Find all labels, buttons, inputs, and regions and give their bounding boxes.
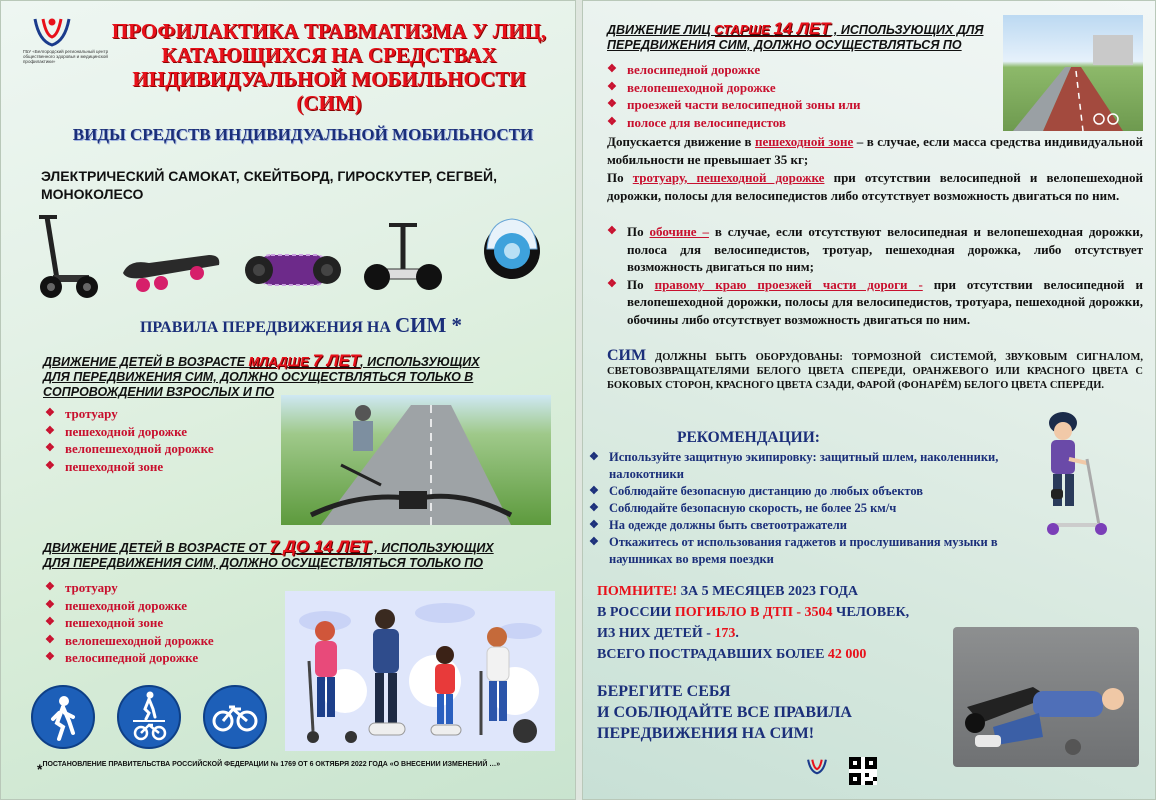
sim-equipment-paragraph: [607, 349, 1143, 393]
closing-line: БЕРЕГИТЕ СЕБЯ: [597, 683, 731, 700]
pedestrian-path-sign: [31, 685, 95, 749]
deaths-count: ПОГИБЛО В ДТП - 3504: [674, 605, 833, 620]
child-scooter-illustration: [281, 395, 551, 525]
devices-heading: ВИДЫ СРЕДСТВ ИНДИВИДУАЛЬНОЙ МОБИЛЬНОСТИ: [72, 125, 534, 144]
statistics-block: [597, 581, 977, 665]
pedestrian-icon: [33, 687, 93, 747]
list-item: ❖ велопешеходной дорожке: [43, 632, 283, 650]
stats-line-1: [597, 581, 977, 602]
remember-label: ПОМНИТЕ!: [597, 584, 678, 599]
over-14-list: [605, 61, 925, 131]
list-item: ❖ Соблюдайте безопасную скорость, не более 25 км/ч: [587, 500, 1057, 517]
list-item: ❖ велосипедной дорожке: [43, 649, 283, 667]
family-scooters-illustration: [285, 591, 555, 751]
children-deaths-count: 173: [714, 626, 736, 641]
child-scooter-photo: [281, 395, 551, 525]
p2-highlight: тротуару, пешеходной дорожке: [632, 170, 825, 185]
right-panel: [582, 0, 1156, 800]
under-7-list: [43, 405, 283, 475]
list-item: ❖ тротуару: [43, 579, 283, 597]
recommendations-list: [587, 449, 1057, 568]
list-item: ❖ пешеходной дорожке: [43, 597, 283, 615]
accident-drawing: [953, 627, 1139, 767]
accident-photo: [953, 627, 1139, 767]
list-item: ❖ Используйте защитную экипировку: защитный шлем, наколенники, налокотники: [587, 449, 1057, 483]
electric-scooter-image: [35, 209, 101, 301]
poster-title: ПРОФИЛАКТИКА ТРАВМАТИЗМА У ЛИЦ, КАТАЮЩИХСЯ НА СРЕДСТВАХ ИНДИВИДУАЛЬНОЙ МОБИЛЬНОСТИ (СИМ): [111, 19, 547, 115]
p3-text: По: [627, 224, 650, 239]
list-item: ❖ пешеходной дорожке: [43, 423, 283, 441]
sidewalk-paragraph: [607, 169, 1143, 204]
p4-highlight: правому краю проезжей части дороги -: [654, 276, 923, 292]
list-item: ❖ велосипедной дорожке: [605, 61, 925, 79]
list-item: ❖ Соблюдайте безопасную дистанцию до любых объектов: [587, 483, 1057, 500]
list-item: ❖ проезжей части велосипедной зоны или: [605, 96, 925, 114]
left-panel: [0, 0, 576, 800]
small-organization-logo: [805, 757, 829, 775]
list-item: ❖ пешеходной зоне: [43, 458, 283, 476]
stats-period: ЗА 5 МЕСЯЦЕВ 2023 ГОДА: [677, 584, 858, 599]
over-14-age: 14 ЛЕТ: [773, 19, 831, 38]
closing-line: И СОБЛЮДАЙТЕ ВСЕ ПРАВИЛА: [597, 704, 852, 721]
rules-heading-text: ПРАВИЛА ПЕРЕДВИЖЕНИЯ НА: [139, 319, 395, 336]
p2-text: По: [607, 170, 633, 185]
stats-line-3: [597, 623, 977, 644]
sim-label: СИМ: [607, 347, 647, 364]
closing-line: ПЕРЕДВИЖЕНИЯ НА СИМ!: [597, 725, 815, 742]
over-14-highlight: СТАРШЕ: [713, 22, 774, 37]
monowheel-image: [481, 211, 543, 291]
bike-lane-photo: [1003, 15, 1143, 131]
under-7-highlight: МЛАДШЕ: [248, 354, 313, 369]
list-item: [605, 276, 1143, 329]
bike-lane-drawing: [1003, 15, 1143, 131]
p4-text: По: [627, 276, 655, 292]
p4-rest: при отсутствии велосипедной и велопешеходной дорожки, полосы для велосипедистов, тротуара, пешеходной дорожки, обочины либо отсутствует возможность двигаться по ним.: [627, 276, 1143, 327]
over-14-heading-text: ДВИЖЕНИЕ ЛИЦ: [607, 23, 714, 37]
devices-list: ЭЛЕКТРИЧЕСКИЙ САМОКАТ, СКЕЙТБОРД, ГИРОСКУТЕР, СЕГВЕЙ, МОНОКОЛЕСО: [41, 168, 497, 202]
list-item: [605, 223, 1143, 276]
children-label: ИЗ НИХ ДЕТЕЙ -: [597, 626, 715, 641]
recommendations-heading: РЕКОМЕНДАЦИИ:: [677, 429, 820, 446]
footnote-text: ПОСТАНОВЛЕНИЕ ПРАВИТЕЛЬСТВА РОССИЙСКОЙ ФЕДЕРАЦИИ № 1769 ОТ 6 ОКТЯБРЯ 2022 ГОДА «О ВНЕСЕНИИ ИЗМЕНЕНИЙ …»: [42, 761, 501, 768]
list-item: ❖ велопешеходной дорожке: [43, 440, 283, 458]
under-7-heading-rest: , ИСПОЛЬЗУЮЩИХ ДЛЯ ПЕРЕДВИЖЕНИЯ СИМ, ДОЛЖНО ОСУЩЕСТВЛЯТЬСЯ ТОЛЬКО В СОПРОВОЖДЕНИИ ВЗРОСЛЫХ И ПО: [43, 355, 480, 399]
roadside-list: [605, 223, 1143, 328]
over-14-heading-rest: , ИСПОЛЬЗУЮЩИХ ДЛЯ ПЕРЕДВИЖЕНИЯ СИМ, ДОЛЖНО ОСУЩЕСТВЛЯТЬСЯ ПО: [607, 23, 984, 52]
list-item: ❖ полосе для велосипедистов: [605, 114, 925, 132]
age-7-14-heading: [43, 539, 513, 571]
age-7-14-heading-rest: , ИСПОЛЬЗУЮЩИХ ДЛЯ ПЕРЕДВИЖЕНИЯ СИМ, ДОЛЖНО ОСУЩЕСТВЛЯТЬСЯ ТОЛЬКО ПО: [43, 541, 494, 570]
age-7-14-highlight: 7 ДО 14 ЛЕТ: [269, 537, 371, 556]
injured-label: ВСЕГО ПОСТРАДАВШИХ БОЛЕЕ: [597, 647, 828, 662]
stats-country: В РОССИИ: [597, 605, 675, 620]
under-7-heading-text: ДВИЖЕНИЕ ДЕТЕЙ В ВОЗРАСТЕ: [43, 355, 249, 369]
qr-code[interactable]: [849, 757, 877, 785]
list-item: ❖ тротуару: [43, 405, 283, 423]
organization-name: ГБУ «Белгородский региональный центр общественного здоровья и медицинской профилактики»: [23, 49, 109, 64]
p3-rest: в случае, если отсутствуют велосипедная и велопешеходная дорожки, полоса для велосипедистов, тротуар, пешеходная дорожка, либо отсутствует возможность двигаться по ним;: [627, 224, 1143, 274]
family-scooters-drawing: [285, 591, 555, 751]
p1-text: Допускается движение в: [607, 134, 755, 149]
pedestrian-bicycle-icon: [119, 687, 179, 747]
under-7-age: 7 ЛЕТ: [312, 351, 361, 370]
stats-persons: ЧЕЛОВЕК,: [832, 605, 910, 620]
p2-rest: при отсутствии велосипедной и велопешеходной дорожки, полосы для велосипедистов либо отсутствует возможность двигаться по ним.: [607, 170, 1143, 203]
bicycle-icon: [205, 687, 265, 747]
list-item: ❖ пешеходной зоне: [43, 614, 283, 632]
stats-line-4: [597, 644, 977, 665]
stats-period-dot: .: [735, 626, 739, 641]
bicycle-path-sign: [203, 685, 267, 749]
injured-count: 42 000: [827, 647, 867, 662]
age-7-14-heading-text: ДВИЖЕНИЕ ДЕТЕЙ В ВОЗРАСТЕ ОТ: [43, 541, 270, 555]
sim-equipment-text: ДОЛЖНЫ БЫТЬ ОБОРУДОВАНЫ: ТОРМОЗНОЙ СИСТЕМОЙ, ЗВУКОВЫМ СИГНАЛОМ, СВЕТОВОЗВРАЩАТЕЛЯМИ БЕЛОГО ЦВЕТА СПЕРЕДИ, ОРАНЖЕВОГО ИЛИ КРАСНОГО ЦВЕТА С БОКОВЫХ СТОРОН, КРАСНОГО ЦВЕТА СЗАДИ, ФАРОЙ (ФОНАРЁМ) БЕЛОГО ЦВЕТА СПЕРЕДИ.: [607, 352, 1143, 391]
footnote: [37, 761, 576, 777]
rules-heading-sim: СИМ *: [394, 313, 463, 337]
list-item: ❖ Откажитесь от использования гаджетов и прослушивания музыки в наушниках во время поездки: [587, 534, 1057, 568]
over-14-heading: [607, 21, 1007, 53]
list-item: ❖ На одежде должны быть светоотражатели: [587, 517, 1057, 534]
closing-message: [597, 681, 927, 744]
skateboard-image: [119, 251, 223, 297]
footnote-star: *: [37, 761, 43, 777]
p1-highlight: пешеходной зоне: [754, 134, 854, 149]
p1-rest: – в случае, если масса средства индивидуальной мобильности не превышает 35 кг;: [607, 134, 1143, 167]
age-7-14-list: [43, 579, 283, 667]
list-item: ❖ велопешеходной дорожке: [605, 79, 925, 97]
organization-logo: [29, 15, 75, 47]
stats-line-2: [597, 602, 977, 623]
pedestrian-zone-paragraph: [607, 133, 1143, 168]
segway-image: [363, 215, 443, 295]
rules-heading: [61, 313, 541, 338]
pedestrian-bicycle-path-sign: [117, 685, 181, 749]
p3-highlight: обочине –: [649, 224, 709, 239]
hoverboard-image: [245, 241, 341, 297]
under-7-heading: [43, 353, 503, 400]
